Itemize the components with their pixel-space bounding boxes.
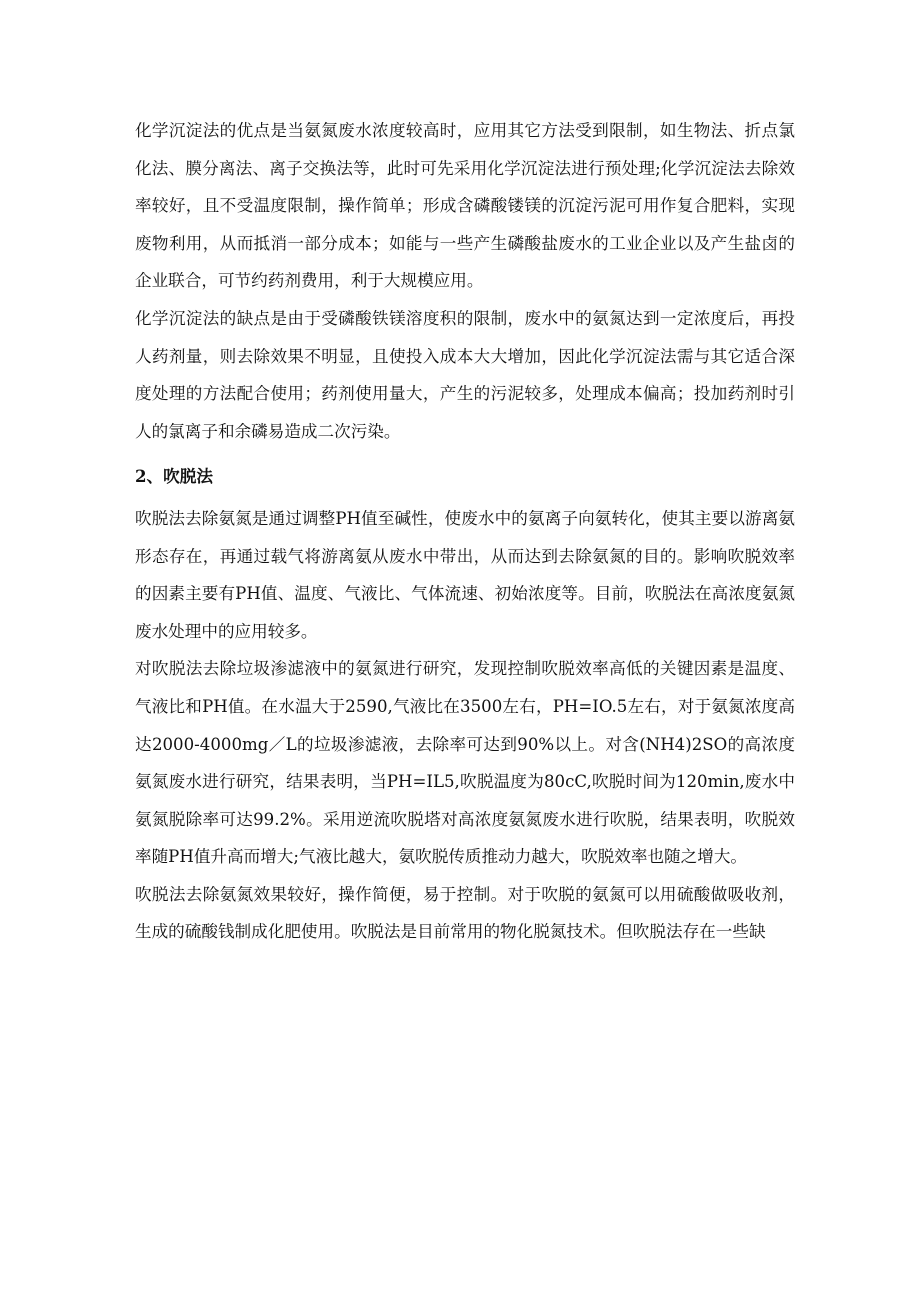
paragraph-chemical-precipitation-advantages: 化学沉淀法的优点是当氨氮废水浓度较高时，应用其它方法受到限制，如生物法、折点氯化法、膜分离法、离子交换法等，此时可先采用化学沉淀法进行预处理;化学沉淀法去除效率较好，且不受温度限制，操作简单；形成含磷酸镂镁的沉淀污泥可用作复合肥料，实现废物利用，从而抵消一部分成本；如能与一些产生磷酸盐废水的工业企业以及产生盐卤的企业联合，可节约药剂费用，利于大规模应用。 bbox=[135, 121, 795, 291]
section-heading-stripping: 2、吹脱法 bbox=[135, 466, 213, 487]
paragraph-stripping-principle: 吹脱法去除氨氮是通过调整PH值至碱性，使废水中的氨离子向氨转化，使其主要以游离氨形态存在，再通过载气将游离氨从废水中带出，从而达到去除氨氮的目的。影响吹脱效率的因素主要有PH值、温度、气液比、气体流速、初始浓度等。目前，吹脱法在高浓度氨氮废水处理中的应用较多。 bbox=[135, 508, 795, 641]
paragraph-chemical-precipitation-disadvantages: 化学沉淀法的缺点是由于受磷酸铁镁溶度积的限制，废水中的氨氮达到一定浓度后，再投人药剂量，则去除效果不明显，且使投入成本大大增加，因此化学沉淀法需与其它适合深度处理的方法配合使用；药剂使用量大，产生的污泥较多，处理成本偏高；投加药剂时引人的氯离子和余磷易造成二次污染。 bbox=[135, 308, 795, 441]
paragraph-stripping-research: 对吹脱法去除垃圾渗滤液中的氨氮进行研究，发现控制吹脱效率高低的关键因素是温度、气液比和PH值。在水温大于2590,气液比在3500左右，PH=IO.5左右，对于氨氮浓度高达2000-4000mg／L的垃圾渗滤液，去除率可达到90%以上。对含(NH4)2SO的高浓度氨氮废水进行研究，结果表明，当PH=IL5,吹脱温度为80cC,吹脱时间为120min,废水中氨氮脱除率可达99.2%。采用逆流吹脱塔对高浓度氨氮废水进行吹脱，结果表明，吹脱效率随PH值升高而增大;气液比越大，氨吹脱传质推动力越大，吹脱效率也随之增大。 bbox=[135, 659, 795, 867]
document-body bbox=[135, 112, 795, 951]
paragraph-stripping-evaluation: 吹脱法去除氨氮效果较好，操作简便，易于控制。对于吹脱的氨氮可以用硫酸做吸收剂，生成的硫酸钱制成化肥使用。吹脱法是目前常用的物化脱氮技术。但吹脱法存在一些缺 bbox=[135, 884, 795, 942]
